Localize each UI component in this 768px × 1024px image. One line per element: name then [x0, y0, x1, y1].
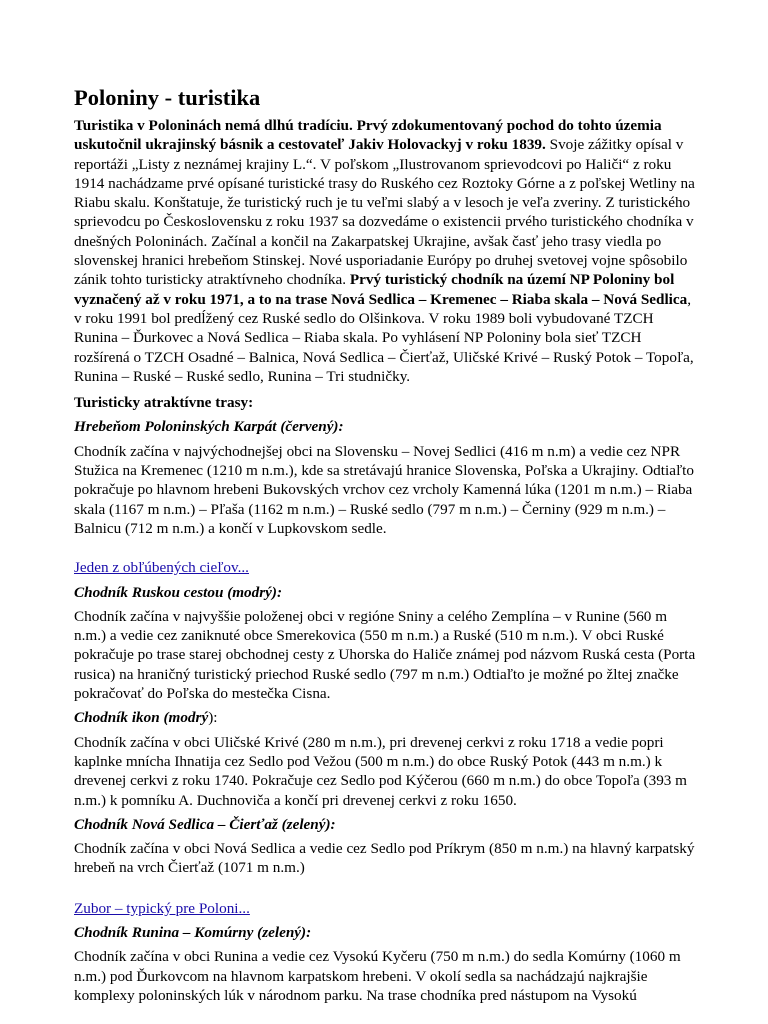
article: [74, 84, 700, 1005]
route-4-text: Chodník začína v obci Nová Sedlica a vedie cez Sedlo pod Príkrym (850 m n.m.) na hlavný karpatský hrebeň na vrch Čierťaž (1071 m n.m.): [74, 840, 695, 877]
route-1-title: Hrebeňom Poloninských Karpát (červený):: [74, 418, 344, 436]
route-5-title: Chodník Runina – Komúrny (zelený):: [74, 923, 312, 941]
page-title: Poloniny - turistika: [74, 85, 261, 110]
link-favorite-destinations[interactable]: Jeden z obľúbených cieľov...: [74, 559, 249, 577]
spacer: [74, 538, 700, 558]
intro-text-2: , v roku 1991 bol predĺžený cez Ruské sedlo do Olšinkova. V roku 1989 boli vybudované TZCH Runina – Ďurkovec a Nová Sedlica – Riaba skala. Po vyhlásení NP Poloniny bola sieť TZCH rozšírená o TZCH Osadné – Balnica, Nová Sedlica – Čierťaž, Uličské Krivé – Ruský Potok – Topoľa, Runina – Ruské – Ruské sedlo, Runina – Tri studničky.: [74, 290, 694, 385]
intro-paragraph: [74, 116, 700, 386]
route-4-title: Chodník Nová Sedlica – Čierťaž (zelený):: [74, 815, 336, 833]
route-5-text: Chodník začína v obci Runina a vedie cez Vysokú Kyčeru (750 m n.m.) do sedla Komúrny (1060 m n.m.) pod Ďurkovcom na hlavnom karpatskom hrebeni. V okolí sedla sa nachádzajú najkrajšie komplexy poloninských lúk v národnom parku. Na trase chodníka pred nástupom na Vysokú: [74, 948, 681, 1004]
route-2-title: Chodník Ruskou cestou (modrý):: [74, 583, 283, 601]
route-2-text: Chodník začína v najvyššie položenej obci v regióne Sniny a celého Zemplína – v Runine (560 m n.m.) a vedie cez zaniknuté obce Smerekovica (550 m n.m.) a Ruské (510 m n.m.). V obci Ruské pokračuje po trase starej obchodnej cesty z Uhorska do Haliče známej pod názvom Ruská cesta (Porta rusica) na hraničný turistický priechod Ruské sedlo (797 m n.m.) Odtiaľto je možné po žltej značke pokračovať do Poľska do mestečka Cisna.: [74, 607, 696, 703]
intro-text-1: Svoje zážitky opísal v reportáži „Listy z neznámej krajiny L.“. V poľskom „Ilustrovanom sprievodcovi po Haliči“ z roku 1914 nachádzame prvé opísané turistické trasy do Ruského cez Roztoky Górne a z poľskej Wetliny na Riabu skalu. Konštatuje, že turistický ruch je tu veľmi slabý a v lesoch je veľa zveriny. Z turistického sprievodcu po Československu z roku 1937 sa dozvedáme o existencii prvého turistického chodníka v dnešných Poloninách. Začínal a končil na Zakarpatskej Ukrajine, avšak časť jeho trasy viedla po slovenskej hranici hrebeňom Stinskej. Nové usporiadanie Európy po druhej svetovej vojne spôsobilo zánik tohto turisticky atraktívneho chodníka.: [74, 136, 695, 289]
routes-heading: Turisticky atraktívne trasy:: [74, 394, 254, 412]
spacer: [74, 878, 700, 899]
intro-bold-2: Prvý turistický chodník na území NP Poloniny bol vyznačený až v roku 1971, a to na trase Nová Sedlica – Kremenec – Riaba skala – Nová Sedlica: [74, 271, 688, 308]
route-3-title: [74, 708, 700, 727]
route-3-title-main: Chodník ikon (modrý: [74, 709, 209, 727]
intro-bold-1: Turistika v Poloninách nemá dlhú tradíciu. Prvý zdokumentovaný pochod do tohto územia uskutočnil ukrajinský básnik a cestovateľ Jakiv Holovackyj v roku 1839.: [74, 117, 662, 154]
route-1-text: Chodník začína v najvýchodnejšej obci na Slovensku – Novej Sedlici (416 m n.m) a vedie cez NPR Stužica na Kremenec (1210 m n.m.), kde sa stretávajú hranice Slovenska, Poľska a Ukrajiny. Odtiaľto pokračuje po hlavnom hrebeni Bukovských vrchov cez vrcholy Kamenná lúka (1201 m n.m.) – Riaba skala (1167 m n.m.) – Pľaša (1162 m n.m.) – Ruské sedlo (797 m n.m.) – Černiny (929 m n.m.) – Balnicu (712 m n.m.) a končí v Lupkovskom sedle.: [74, 442, 694, 537]
route-3-title-tail: ):: [208, 709, 218, 727]
link-bison[interactable]: Zubor – typický pre Poloni...: [74, 899, 250, 917]
route-3-text: Chodník začína v obci Uličské Krivé (280 m n.m.), pri drevenej cerkvi z roku 1718 a vedie popri kaplnke mnícha Ihnatija cez Sedlo pod Vežou (500 m n.m.) do obce Ruský Potok (443 m n.m.) k drevenej cerkvi z roku 1740. Pokračuje cez Sedlo pod Kýčerou (660 m n.m.) do obce Topoľa (393 m n.m.) k pomníku A. Duchnoviča a končí pri drevenej cerkvi z roku 1650.: [74, 733, 687, 809]
